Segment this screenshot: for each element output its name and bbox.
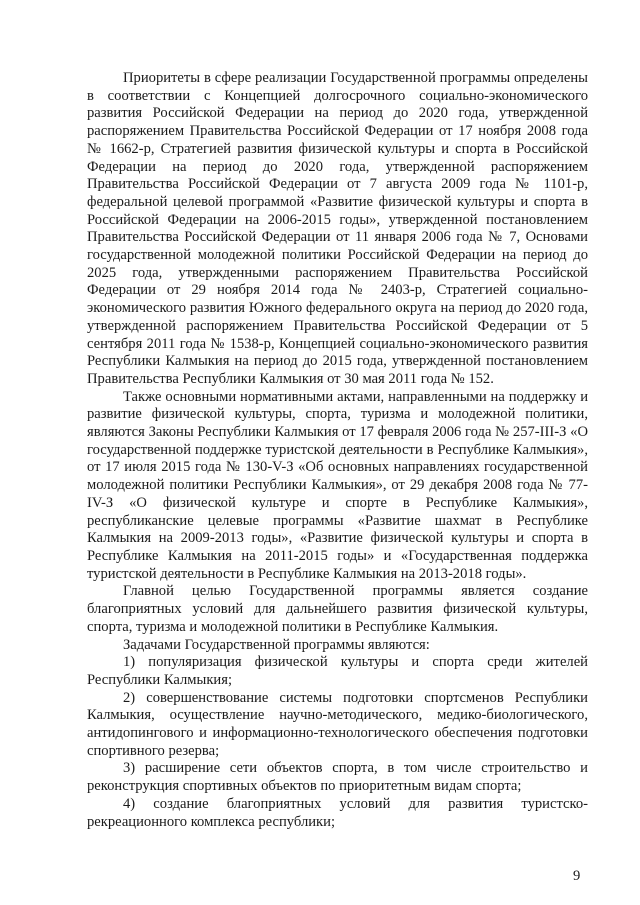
list-item-task-4: 4) создание благоприятных условий для развития туристско-рекреационного комплекса республики; [87, 795, 588, 830]
document-body [87, 70, 588, 831]
paragraph-tasks-intro: Задачами Государственной программы являются: [123, 636, 430, 653]
list-item-task-1: 1) популяризация физической культуры и спорта среди жителей Республики Калмыкия; [87, 654, 588, 688]
list-item-task-2: 2) совершенствование системы подготовки спортсменов Республики Калмыкия, осуществление научно-методического, медико-биологического, антидопингового и информационно-технологического обеспечения подготовки спортивного резерва; [87, 689, 588, 759]
paragraph-priorities: Приоритеты в сфере реализации Государственной программы определены в соответствии с Концепцией долгосрочного социально-экономического развития Российской Федерации на период до 2020 года, утвержденной распоряжением Правительства Российской Федерации от 17 ноября 2008 года № 1662-р, Стратегией развития физической культуры и спорта в Российской Федерации на период до 2020 года, утвержденной распоряжением Правительства Российской Федерации от 7 августа 2009 года № 1101-р, федеральной целевой программой «Развитие физической культуры и спорта в Российской Федерации на 2006-2015 годы», утвержденной постановлением Правительства Российской Федерации от 11 января 2006 года № 7, Основами государственной молодежной политики Российской Федерации на период до 2025 года, утвержденными распоряжением Правительства Российской Федерации от 29 ноября 2014 года № 2403-р, Стратегией социально-экономического развития Южного федерального округа на период до 2020 года, утвержденной распоряжением Правительства Российской Федерации от 5 сентября 2011 года № 1538-р, Концепцией социально-экономического развития Республики Калмыкия на период до 2015 года, утвержденной постановлением Правительства Республики Калмыкия от 30 мая 2011 года № 152. [87, 70, 588, 387]
list-item-task-3: 3) расширение сети объектов спорта, в том числе строительство и реконструкция спортивных объектов по приоритетным видам спорта; [87, 760, 588, 795]
page-number: 9 [573, 868, 581, 884]
paragraph-main-goal: Главной целью Государственной программы является создание благоприятных условий для дальнейшего развития физической культуры, спорта, туризма и молодежной политики в Республике Калмыкия. [87, 583, 588, 635]
paragraph-normative-acts: Также основными нормативными актами, направленными на поддержку и развитие физической культуры, спорта, туризма и молодежной политики, являются Законы Республики Калмыкия от 17 февраля 2006 года № 257-III-З «О государственной поддержке туристской деятельности в Республике Калмыкия», от 17 июля 2015 года № 130-V-З «Об основных направлениях государственной молодежной политики Республики Калмыкия», от 29 декабря 2008 года № 77-IV-З «О физической культуре и спорте в Республике Калмыкия», республиканские целевые программы «Развитие шахмат в Республике Калмыкия на 2009-2013 годы», «Развитие физической культуры и спорта в Республике Калмыкия на 2011-2015 годы» и «Государственная поддержка туристской деятельности в Республике Калмыкия на 2013-2018 годы». [87, 388, 588, 582]
